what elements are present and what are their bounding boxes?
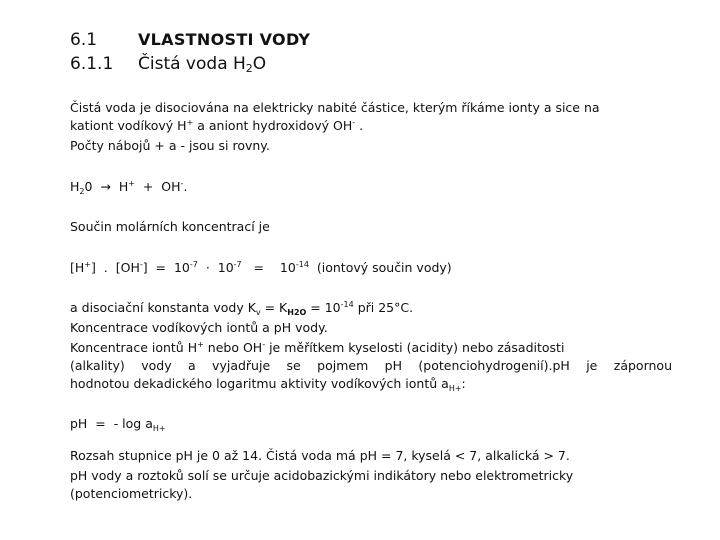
para1-line1: Čistá voda je disociována na elektricky nabité částice, kterým říkáme ionty a sice na bbox=[70, 100, 600, 115]
heading-subsection bbox=[70, 54, 266, 74]
sup: - bbox=[139, 260, 143, 269]
subsection-title-end: O bbox=[252, 54, 267, 74]
text: ] = 10 bbox=[142, 260, 190, 275]
text: nebo OH bbox=[203, 340, 263, 355]
para2-line5 bbox=[70, 376, 466, 392]
text: je měřítkem kyselosti (acidity) nebo zásaditosti bbox=[265, 340, 565, 355]
text: · 10 bbox=[197, 260, 234, 275]
para3-line2: pH vody a roztoků solí se určuje acidobazickými indikátory nebo elektrometricky bbox=[70, 468, 574, 483]
text: 0 → H bbox=[84, 179, 129, 194]
sup: + bbox=[128, 179, 135, 188]
heading-section bbox=[70, 30, 310, 50]
text: kationt vodíkový H bbox=[70, 118, 187, 133]
section-number: 6.1 bbox=[70, 30, 98, 50]
dissociation-equation bbox=[70, 179, 187, 195]
para2-line3 bbox=[70, 340, 564, 356]
text: Koncentrace iontů H bbox=[70, 340, 198, 355]
text: = 10 bbox=[306, 300, 341, 315]
subscript: 2 bbox=[245, 62, 253, 75]
section-title: VLASTNOSTI VODY bbox=[138, 30, 311, 49]
sub: H2O bbox=[287, 308, 307, 317]
text: = K bbox=[260, 300, 288, 315]
sup: + bbox=[84, 260, 91, 269]
para1-line3: Počty nábojů + a - jsou si rovny. bbox=[70, 138, 270, 153]
text: hodnotou dekadického logaritmu aktivity vodíkových iontů a bbox=[70, 376, 449, 391]
para3-line1: Rozsah stupnice pH je 0 až 14. Čistá voda má pH = 7, kyselá < 7, alkalická > 7. bbox=[70, 448, 570, 463]
sup: -14 bbox=[340, 300, 354, 309]
ionic-product-equation bbox=[70, 260, 452, 276]
sup: + bbox=[197, 340, 204, 349]
sub: 2 bbox=[79, 187, 85, 196]
text: = 10 bbox=[241, 260, 296, 275]
sup: -7 bbox=[189, 260, 198, 269]
para2-line2: Koncentrace vodíkových iontů a pH vody. bbox=[70, 320, 328, 335]
text: pH = - log a bbox=[70, 416, 153, 431]
sub: v bbox=[255, 308, 261, 317]
text: [H bbox=[70, 260, 85, 275]
text: . bbox=[355, 118, 364, 133]
text: + OH bbox=[134, 179, 181, 194]
sup: -7 bbox=[233, 260, 242, 269]
text: ] . [OH bbox=[90, 260, 140, 275]
para3-line3: (potenciometricky). bbox=[70, 486, 193, 501]
para2-line4: (alkality) vody a vyjadřuje se pojmem pH (potenciohydrogenií).pH je zápornou bbox=[70, 358, 672, 373]
sup: - bbox=[262, 340, 266, 349]
sup: - bbox=[180, 179, 184, 188]
para1-line2 bbox=[70, 118, 363, 134]
subsection-number: 6.1.1 bbox=[70, 54, 114, 74]
text: : bbox=[461, 376, 466, 391]
subsection-title: Čistá voda H bbox=[138, 54, 246, 74]
text: . bbox=[183, 179, 188, 194]
text: (iontový součin vody) bbox=[308, 260, 452, 275]
sub: H+ bbox=[448, 384, 462, 393]
sub: H+ bbox=[152, 424, 166, 433]
product-intro: Součin molárních koncentrací je bbox=[70, 219, 270, 234]
text: H bbox=[70, 179, 80, 194]
text: a aniont hydroxidový OH bbox=[193, 118, 353, 133]
para2-line1 bbox=[70, 300, 413, 316]
text: a disociační konstanta vody K bbox=[70, 300, 256, 315]
sup: + bbox=[186, 118, 194, 127]
ph-formula bbox=[70, 416, 166, 432]
sup: -14 bbox=[295, 260, 309, 269]
sup: - bbox=[352, 118, 356, 127]
text: při 25°C. bbox=[353, 300, 414, 315]
